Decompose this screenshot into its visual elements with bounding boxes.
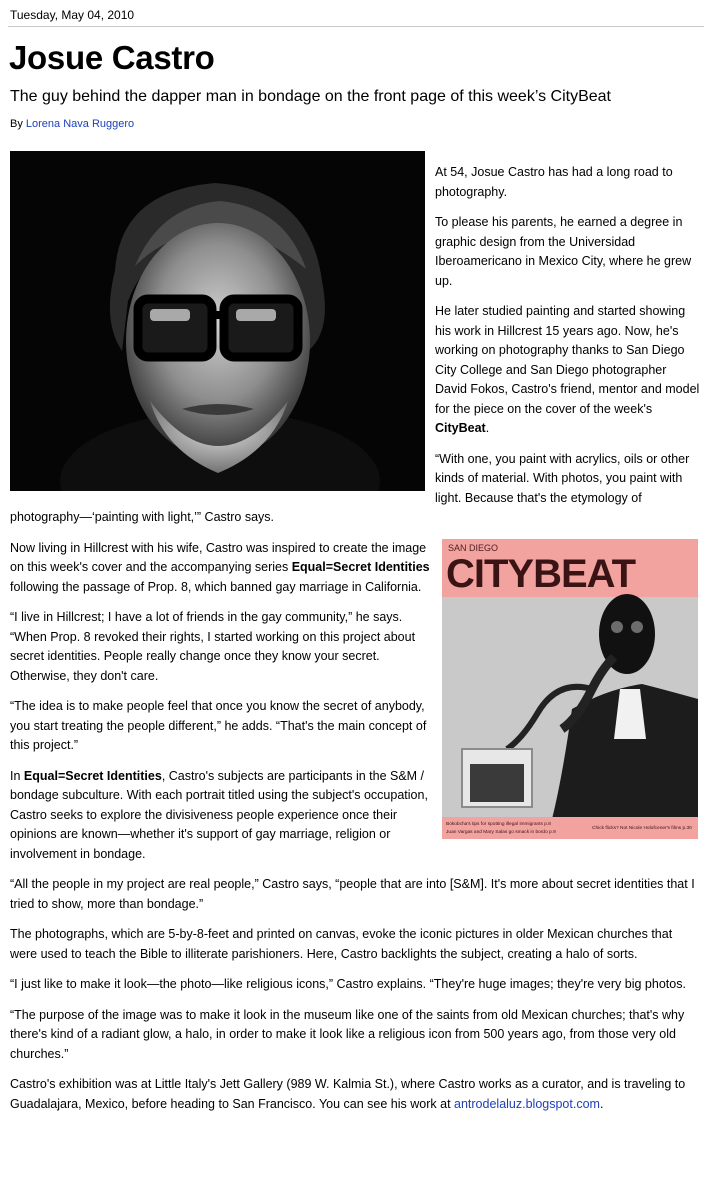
author-link[interactable]: Lorena Nava Ruggero	[25, 118, 135, 130]
article-title: Josue Castro	[9, 39, 215, 76]
cover-teaser-2: Juan Vargas and Mary Salas go smack in bordo p.9	[446, 829, 556, 835]
header-divider	[8, 26, 704, 27]
paragraph-12: “The purpose of the image was to make it look in the museum like one of the saints from old Mexican churches; that's why there's kind of a radiant glow, a halo, in order to make it look like a religious icon from 500 years ago, from those very old churches.”	[10, 1007, 685, 1061]
paragraph-1: At 54, Josue Castro has had a long road to photography.	[435, 165, 673, 199]
portrait-photo-graphic	[10, 151, 425, 491]
blog-link[interactable]: antrodelaluz.blogspot.com	[454, 1096, 600, 1111]
post-date: Tuesday, May 04, 2010	[10, 8, 135, 22]
paragraph-13: Castro's exhibition was at Little Italy's Jett Gallery (989 W. Kalmia St.), where Castro works as a curator, and is traveling to Guadalajara, Mexico, before heading to San Francisco. You can see his work at antrodelaluz.blogspot.com.	[10, 1077, 686, 1111]
paragraph-4: “With one, you paint with acrylics, oils or other kinds of material. With photos, you paint with light. Because that's the etymology of photography—‘painting with light,’” Castro says.	[10, 451, 690, 524]
article-subtitle: The guy behind the dapper man in bondage on the front page of this week’s CityBeat	[10, 88, 611, 105]
paragraph-8: In Equal=Secret Identities, Castro's subjects are participants in the S&M / bondage subculture. With each portrait titled using the subject's occupation, Castro seeks to explore the divisiveness people experience once their opinions are known—whether it's support of gay marriage, religion or involvement in bondage.	[10, 768, 428, 861]
byline	[10, 116, 134, 132]
article-body	[10, 163, 700, 1125]
paragraph-5: Now living in Hillcrest with his wife, Castro was inspired to create the image on this week's cover and the accompanying series Equal=Secret Identities following the passage of Prop. 8, which banned gay marriage in California.	[10, 540, 430, 594]
byline-label: By	[10, 118, 23, 130]
paragraph-9: “All the people in my project are real people,” Castro says, “people that are into [S&M]. It's more about secret identities that I tried to show, more than bondage.”	[10, 877, 695, 911]
paragraph-3: He later studied painting and started showing his work in Hillcrest 15 years ago. Now, he's working on photography thanks to San Diego City College and San Diego photographer David Fokos, Castro's friend, mentor and model for the piece on the cover of the week's CityBeat.	[435, 304, 700, 435]
paragraph-10: The photographs, which are 5-by-8-feet and printed on canvas, evoke the iconic pictures in older Mexican churches that were used to teach the Bible to illiterate parishioners. Here, Castro backlights the subject, creating a halo of sorts.	[10, 927, 673, 961]
cover-masthead-small: SAN DIEGO	[448, 542, 499, 553]
paragraph-6: “I live in Hillcrest; I have a lot of friends in the gay community,” he says. “When Prop. 8 revoked their rights, I started working on this project about secret identities. People really change once they know your secret. Otherwise, they don't care.	[10, 610, 416, 683]
cover-teaser-3: Chick flicks? Not Nicole Holofcener's films p.30	[592, 825, 692, 831]
portrait-photo	[10, 151, 425, 491]
paragraph-7: “The idea is to make people feel that once you know the secret of anybody, you start treating the people different,” he adds. “That's the main concept of this project.”	[10, 699, 427, 752]
cover-teaser-1: Bokobcha's tips for spotting illegal immigrants p.8	[446, 821, 551, 827]
paragraph-11: “I just like to make it look—the photo—like religious icons,” Castro explains. “They're huge images; they're very big photos.	[10, 977, 686, 991]
citybeat-cover-image	[442, 539, 698, 839]
citybeat-cover-graphic	[442, 539, 698, 839]
cover-masthead: CITYBEAT	[446, 551, 636, 596]
paragraph-2: To please his parents, he earned a degree in graphic design from the Universidad Iberoamericano in Mexico City, where he grew up.	[435, 215, 692, 288]
